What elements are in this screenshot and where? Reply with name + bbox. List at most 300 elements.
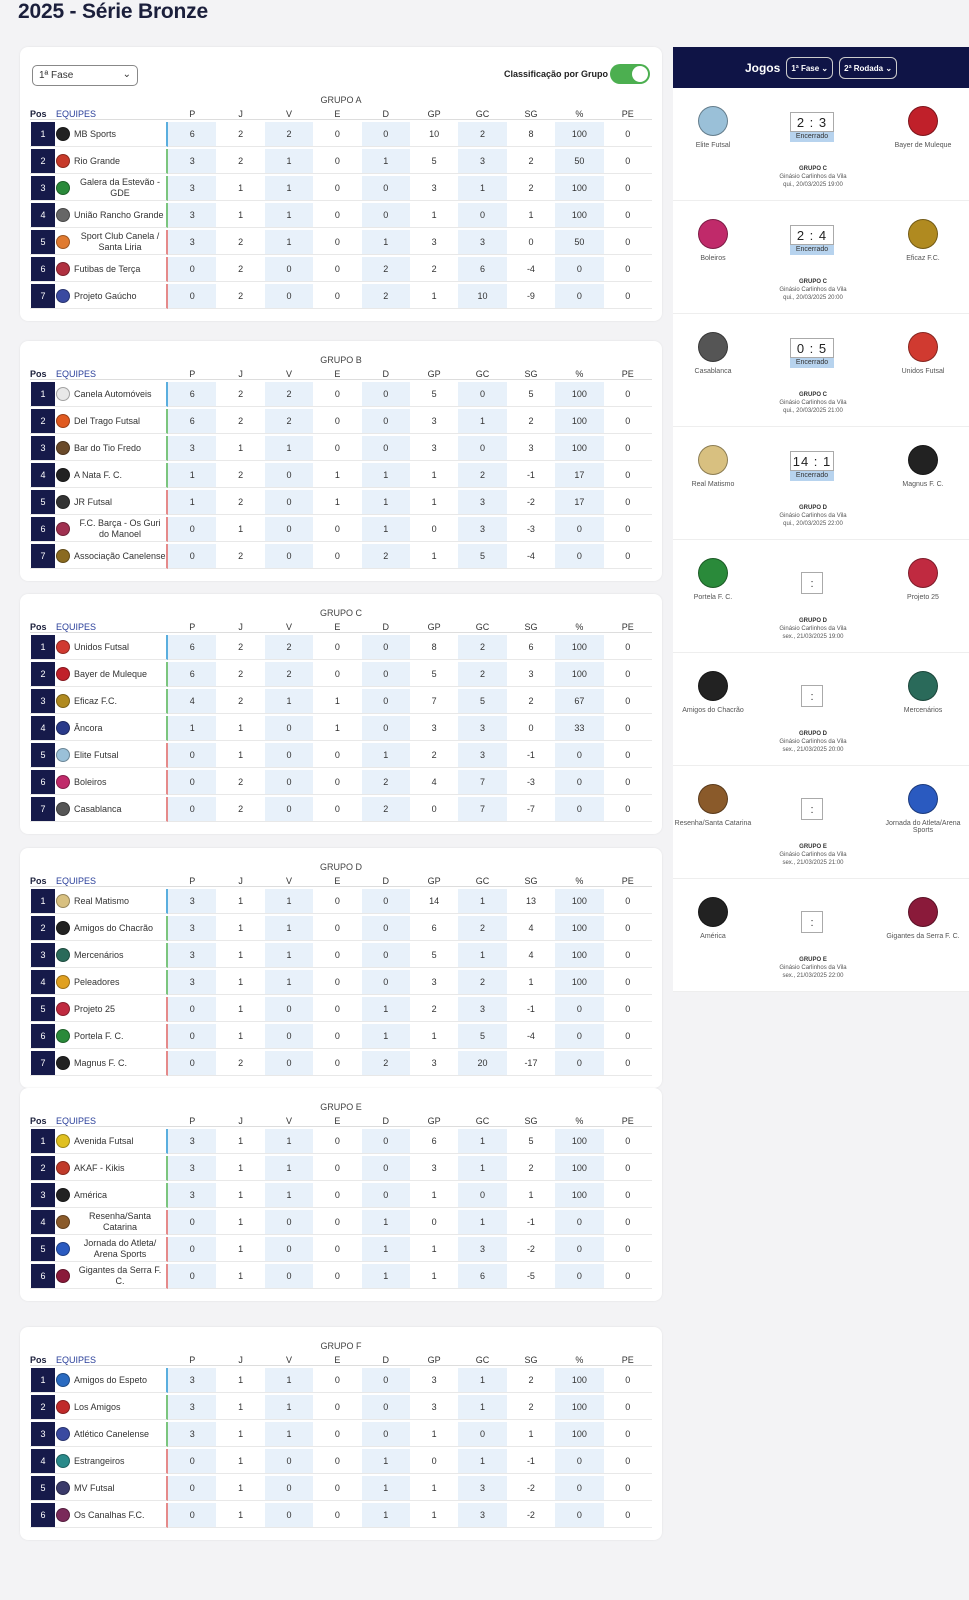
team-cell[interactable] [56,230,168,255]
team-crest-icon [56,694,70,708]
team-cell[interactable] [56,689,168,714]
stat-d: 2 [362,544,410,569]
stat-sg: 5 [507,1129,555,1154]
match-date: sex., 21/03/2025 22:00 [782,973,844,979]
team-cell[interactable] [56,1422,168,1447]
header-pct: % [555,369,603,380]
stat-pe: 0 [604,943,652,968]
stat-e: 0 [313,436,361,461]
stat-j: 1 [216,1183,264,1208]
match-card[interactable] [673,879,969,992]
away-team-name: Bayer de Muleque [894,142,952,149]
stat-v: 0 [265,1024,313,1049]
stat-v: 0 [265,1210,313,1235]
away-crest-icon [908,219,938,249]
team-name: Magnus F. C. [74,1057,128,1068]
home-team[interactable] [673,671,753,714]
stat-pct: 100 [555,916,603,941]
match-card[interactable] [673,766,969,879]
pos-cell [30,797,56,822]
away-team-name: Mercenários [903,707,943,714]
stat-d: 1 [362,1024,410,1049]
stat-gp: 0 [410,797,458,822]
team-cell[interactable] [56,1368,168,1393]
pos-cell [30,544,56,569]
position-badge: 5 [31,1237,55,1261]
header-d: D [362,109,410,120]
stat-gc: 1 [458,1368,506,1393]
table-row[interactable] [30,176,652,201]
team-name: MV Futsal [74,1482,115,1493]
away-team-name: Eficaz F.C. [906,255,940,262]
table-row[interactable] [30,662,652,687]
header-j: J [216,1116,264,1127]
match-card[interactable] [673,201,969,314]
team-name: Jornada do Atleta/ Arena Sports [83,1238,157,1259]
stat-pct: 100 [555,1129,603,1154]
table-row[interactable] [30,1183,652,1208]
table-row[interactable] [30,382,652,407]
stat-gp: 1 [410,490,458,515]
team-cell[interactable] [56,203,168,228]
stat-gp: 10 [410,122,458,147]
home-team-name: Real Matismo [691,481,735,488]
stat-j: 2 [216,689,264,714]
header-sg: SG [507,1355,555,1366]
phase-select[interactable] [32,65,138,86]
team-cell[interactable] [56,916,168,941]
pos-cell [30,1476,56,1501]
header-pe: PE [604,622,652,633]
table-row[interactable] [30,463,652,488]
team-crest-icon [56,1188,70,1202]
header-pe: PE [604,1355,652,1366]
table-row[interactable] [30,916,652,941]
team-crest-icon [56,948,70,962]
table-row[interactable] [30,257,652,282]
header-e: E [313,1355,361,1366]
team-cell[interactable] [56,743,168,768]
stat-d: 0 [362,382,410,407]
team-cell[interactable] [56,1264,168,1289]
games-round-select[interactable] [839,57,897,79]
away-team[interactable] [883,897,963,940]
stat-v: 1 [265,943,313,968]
away-team[interactable] [883,219,963,262]
team-cell[interactable] [56,409,168,434]
group-title: GRUPO E [320,1102,362,1112]
table-row[interactable] [30,203,652,228]
away-team[interactable] [883,445,963,488]
stat-pct: 100 [555,1183,603,1208]
stat-pe: 0 [604,517,652,542]
away-team[interactable] [883,784,963,834]
pos-cell [30,1183,56,1208]
stat-pe: 0 [604,1183,652,1208]
match-score [790,225,834,255]
team-cell[interactable] [56,635,168,660]
away-team[interactable] [883,558,963,601]
match-card[interactable] [673,653,969,766]
header-p: P [168,1355,216,1366]
stat-pct: 0 [555,544,603,569]
header-gc: GC [458,622,506,633]
match-info [733,165,893,189]
position-badge: 6 [31,1264,55,1288]
stat-p: 3 [168,916,216,941]
games-title: Jogos [744,60,781,75]
stat-gc: 3 [458,997,506,1022]
team-cell[interactable] [56,716,168,741]
home-crest-icon [698,106,728,136]
home-team[interactable] [673,558,753,601]
stat-p: 0 [168,544,216,569]
stat-pct: 100 [555,889,603,914]
table-row[interactable] [30,1264,652,1289]
stat-e: 0 [313,1368,361,1393]
match-score [790,451,834,481]
stat-sg: -4 [507,257,555,282]
games-phase-select[interactable] [786,57,833,79]
team-cell[interactable] [56,970,168,995]
team-cell[interactable] [56,1024,168,1049]
stat-j: 2 [216,382,264,407]
position-badge: 3 [31,176,55,200]
stat-gc: 1 [458,889,506,914]
team-cell[interactable] [56,463,168,488]
stat-d: 0 [362,635,410,660]
stat-gp: 2 [410,257,458,282]
pos-cell [30,635,56,660]
group-card [20,341,662,581]
stat-sg: -9 [507,284,555,309]
table-row[interactable] [30,1422,652,1447]
stat-pe: 0 [604,1422,652,1447]
stat-gp: 1 [410,1503,458,1528]
group-card [20,848,662,1088]
stat-sg: -2 [507,1237,555,1262]
header-e: E [313,876,361,887]
home-team[interactable] [673,784,753,827]
table-header-row [30,369,652,380]
stat-j: 1 [216,1503,264,1528]
position-badge: 6 [31,1503,55,1527]
away-team[interactable] [883,332,963,375]
stat-gp: 3 [410,230,458,255]
table-row[interactable] [30,1210,652,1235]
team-cell[interactable] [56,1237,168,1262]
table-row[interactable] [30,689,652,714]
table-row[interactable] [30,122,652,147]
team-cell[interactable] [56,797,168,822]
team-crest-icon [56,667,70,681]
team-cell[interactable] [56,382,168,407]
table-row[interactable] [30,889,652,914]
stat-p: 3 [168,1368,216,1393]
table-row[interactable] [30,1051,652,1076]
stat-pct: 0 [555,1476,603,1501]
table-row[interactable] [30,1476,652,1501]
table-row[interactable] [30,409,652,434]
team-name: Galera da Estevão - GDE [79,177,161,198]
stat-sg: -3 [507,770,555,795]
team-cell[interactable] [56,122,168,147]
toggle-knob [632,66,648,82]
table-row[interactable] [30,743,652,768]
team-cell[interactable] [56,544,168,569]
home-crest-icon [698,445,728,475]
match-card[interactable] [673,88,969,201]
stat-pe: 0 [604,889,652,914]
stat-gp: 2 [410,997,458,1022]
team-name: Sport Club Canela / Santa Liria [80,231,160,252]
header-d: D [362,1116,410,1127]
stat-sg: 1 [507,1422,555,1447]
group-title: GRUPO B [320,355,362,365]
header-sg: SG [507,1116,555,1127]
stat-d: 1 [362,743,410,768]
stat-pe: 0 [604,1476,652,1501]
stat-gp: 1 [410,1183,458,1208]
stat-v: 1 [265,203,313,228]
stat-gp: 1 [410,1237,458,1262]
stat-pe: 0 [604,662,652,687]
home-team[interactable] [673,332,753,375]
position-badge: 1 [31,1129,55,1153]
team-cell[interactable] [56,997,168,1022]
team-cell[interactable] [56,662,168,687]
stat-v: 0 [265,1264,313,1289]
stat-pct: 0 [555,1237,603,1262]
match-info [733,730,893,754]
table-row[interactable] [30,770,652,795]
away-team[interactable] [883,671,963,714]
stat-p: 3 [168,149,216,174]
table-row[interactable] [30,544,652,569]
card-controls [20,47,662,93]
team-crest-icon [56,1161,70,1175]
stat-pe: 0 [604,284,652,309]
stat-sg: 3 [507,436,555,461]
table-row[interactable] [30,284,652,309]
stat-j: 1 [216,203,264,228]
stat-gp: 1 [410,544,458,569]
pos-cell [30,1024,56,1049]
stat-pct: 100 [555,662,603,687]
table-row[interactable] [30,635,652,660]
header-pe: PE [604,876,652,887]
stat-gp: 1 [410,203,458,228]
team-cell[interactable] [56,1210,168,1235]
match-date: qui., 20/03/2025 19:00 [783,182,843,188]
table-row[interactable] [30,943,652,968]
match-group: GRUPO E [799,844,827,850]
stat-v: 1 [265,1395,313,1420]
header-pos: Pos [30,876,56,887]
team-cell[interactable] [56,1476,168,1501]
stat-gc: 3 [458,517,506,542]
team-name: Eficaz F.C. [74,695,118,706]
stat-d: 0 [362,716,410,741]
team-name: A Nata F. C. [74,469,123,480]
home-team[interactable] [673,219,753,262]
stat-e: 0 [313,1503,361,1528]
match-card[interactable] [673,427,969,540]
match-group: GRUPO D [798,731,827,737]
team-crest-icon [56,1269,70,1283]
home-crest-icon [698,897,728,927]
position-badge: 4 [31,1449,55,1473]
table-row[interactable] [30,797,652,822]
table-row[interactable] [30,517,652,542]
home-team-name: Elite Futsal [695,142,731,149]
stat-gp: 6 [410,916,458,941]
position-badge: 4 [31,203,55,227]
table-row[interactable] [30,1129,652,1154]
pos-cell [30,1422,56,1447]
stat-j: 1 [216,1024,264,1049]
header-gp: GP [410,1355,458,1366]
stat-gc: 3 [458,743,506,768]
group-toggle[interactable] [504,64,650,84]
table-row[interactable] [30,1503,652,1528]
table-row[interactable] [30,230,652,255]
table-row[interactable] [30,1024,652,1049]
team-cell[interactable] [56,1051,168,1076]
stat-pe: 0 [604,257,652,282]
stat-pct: 50 [555,149,603,174]
team-cell[interactable] [56,257,168,282]
header-p: P [168,622,216,633]
stat-d: 0 [362,916,410,941]
match-card[interactable] [673,540,969,653]
stat-sg: -4 [507,544,555,569]
stat-gc: 1 [458,176,506,201]
table-row[interactable] [30,716,652,741]
table-row[interactable] [30,149,652,174]
team-cell[interactable] [56,490,168,515]
team-name: F.C. Barça - Os Guri do Manoel [79,518,161,539]
team-cell[interactable] [56,149,168,174]
team-cell[interactable] [56,284,168,309]
home-team[interactable] [673,445,753,488]
toggle-switch[interactable] [610,64,650,84]
games-phase-value: 1ª Fase [791,63,820,73]
stat-d: 0 [362,409,410,434]
stat-pct: 17 [555,463,603,488]
stat-pct: 0 [555,1024,603,1049]
stat-v: 1 [265,230,313,255]
stat-gp: 0 [410,1210,458,1235]
pos-cell [30,284,56,309]
table-row[interactable] [30,1449,652,1474]
team-cell[interactable] [56,943,168,968]
stat-e: 0 [313,1024,361,1049]
stat-pe: 0 [604,1237,652,1262]
group-title: GRUPO F [320,1341,362,1351]
header-e: E [313,622,361,633]
stat-d: 0 [362,1422,410,1447]
stat-e: 0 [313,916,361,941]
stat-sg: -1 [507,743,555,768]
stat-gc: 1 [458,409,506,434]
stat-v: 0 [265,490,313,515]
team-cell[interactable] [56,517,168,542]
team-cell[interactable] [56,1156,168,1181]
table-row[interactable] [30,1395,652,1420]
stat-d: 0 [362,970,410,995]
stat-gc: 1 [458,1156,506,1181]
stat-pct: 100 [555,436,603,461]
team-cell[interactable] [56,889,168,914]
team-cell[interactable] [56,1449,168,1474]
table-row[interactable] [30,1237,652,1262]
header-team: EQUIPES [56,109,168,120]
home-team[interactable] [673,897,753,940]
team-name: Associação Canelense [74,550,166,561]
stat-j: 1 [216,889,264,914]
pos-cell [30,122,56,147]
team-name: Avenida Futsal [74,1135,134,1146]
table-row[interactable] [30,997,652,1022]
pos-cell [30,1210,56,1235]
stat-pe: 0 [604,176,652,201]
table-row[interactable] [30,1368,652,1393]
stat-sg: 6 [507,635,555,660]
team-cell[interactable] [56,1395,168,1420]
team-cell[interactable] [56,1503,168,1528]
team-cell[interactable] [56,1183,168,1208]
home-team[interactable] [673,106,753,149]
table-row[interactable] [30,1156,652,1181]
stat-p: 3 [168,943,216,968]
team-name: América [74,1189,108,1200]
stat-d: 1 [362,1476,410,1501]
stat-sg: 2 [507,689,555,714]
table-row[interactable] [30,490,652,515]
stat-gc: 0 [458,1422,506,1447]
position-badge: 6 [31,1024,55,1048]
header-gp: GP [410,1116,458,1127]
team-crest-icon [56,1134,70,1148]
pos-cell [30,463,56,488]
match-score [790,677,834,707]
team-cell[interactable] [56,1129,168,1154]
stat-e: 0 [313,1183,361,1208]
stat-e: 0 [313,635,361,660]
stat-sg: -2 [507,1503,555,1528]
team-name: Resenha/Santa Catarina [88,1211,152,1232]
away-team[interactable] [883,106,963,149]
team-cell[interactable] [56,770,168,795]
table-row[interactable] [30,970,652,995]
away-crest-icon [908,445,938,475]
match-card[interactable] [673,314,969,427]
team-cell[interactable] [56,176,168,201]
table-row[interactable] [30,436,652,461]
pos-cell [30,490,56,515]
stat-e: 0 [313,1129,361,1154]
stat-pct: 0 [555,284,603,309]
stat-gp: 5 [410,149,458,174]
stat-pe: 0 [604,1368,652,1393]
stat-v: 2 [265,662,313,687]
position-badge: 3 [31,1183,55,1207]
stat-gp: 5 [410,662,458,687]
team-cell[interactable] [56,436,168,461]
stat-pe: 0 [604,122,652,147]
group-card [20,594,662,834]
